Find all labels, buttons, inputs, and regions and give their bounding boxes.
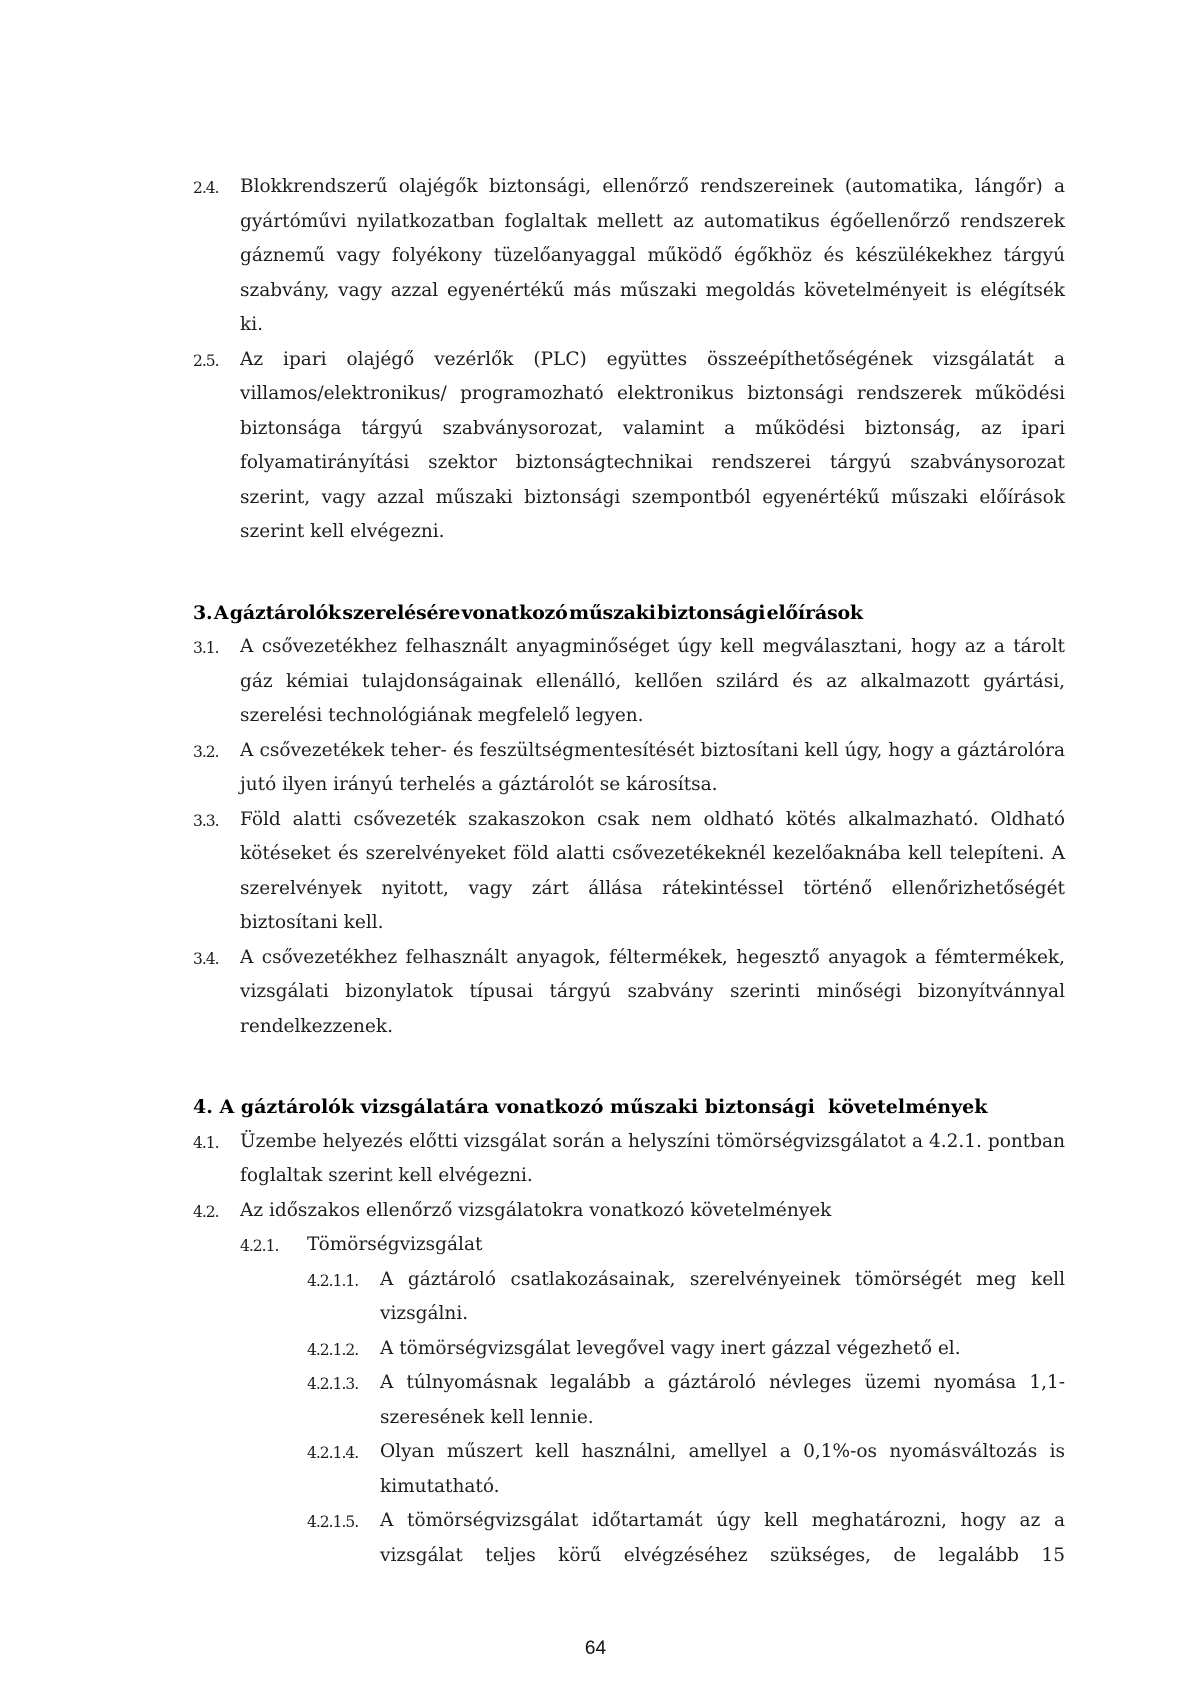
item-number: 4.1.: [193, 1133, 219, 1152]
item-text: Az ipari olajégő vezérlők (PLC) együttes összeépíthetőségének vizsgálatát a villamos/elektronikus/ programozható elektronikus biztonsági rendszerek működési biztonsága tárgyú szabványsorozat, valamint a működési biztonság, az ipari folyamatirányítási szektor biztonságtechnikai rendszerei tárgyú szabványsorozat szerint, vagy azzal műszaki biztonsági szempontból egyenértékű műszaki előírások szerint kell elvégezni.: [240, 348, 1065, 542]
list-item-2-4: [193, 170, 1065, 343]
list-item-4-1: [193, 1125, 1065, 1194]
list-item-4-2-1-5: [307, 1504, 1065, 1573]
item-text: Olyan műszert kell használni, amellyel a 0,1%-os nyomásváltozás is kimutatható.: [380, 1441, 1065, 1497]
item-number: 4.2.1.2.: [307, 1340, 359, 1359]
item-number: 3.1.: [193, 639, 219, 657]
list-item-2-5: [193, 343, 1065, 550]
page-number: 64: [584, 1638, 607, 1659]
item-text: Az időszakos ellenőrző vizsgálatokra vonatkozó követelmények: [240, 1199, 832, 1221]
list-item-4-2-1-1: [307, 1263, 1065, 1332]
item-text: Üzembe helyezés előtti vizsgálat során a helyszíni tömörségvizsgálatot a 4.2.1. pontban foglaltak szerint kell elvégezni.: [240, 1130, 1065, 1186]
list-item-3-1: [193, 630, 1065, 734]
list-item-4-2-1-2: [307, 1332, 1065, 1367]
item-text: A tömörségvizsgálat levegővel vagy inert gázzal végezhető el.: [380, 1337, 961, 1359]
item-number: 4.2.1.1.: [307, 1271, 359, 1290]
section-heading: 3. A gáztárolók szerelésére vonatkozó műszaki biztonsági előírások: [193, 601, 863, 624]
document-content: [193, 170, 1065, 1573]
section-heading: 4. A gáztárolók vizsgálatára vonatkozó műszaki biztonsági követelmények: [193, 1096, 988, 1118]
item-number: 4.2.1.4.: [307, 1444, 359, 1462]
list-item-4-2: [193, 1194, 1065, 1229]
item-text: A csővezetékek teher- és feszültségmentesítését biztosítani kell úgy, hogy a gáztárolóra jutó ilyen irányú terhelés a gáztárolót se károsítsa.: [240, 739, 1065, 795]
item-number: 3.4.: [193, 949, 219, 968]
item-text: A tömörségvizsgálat időtartamát úgy kell meghatározni, hogy az a vizsgálat teljes körű elvégzéséhez szükséges, de legalább 15: [380, 1510, 1065, 1566]
list-item-4-2-1: [240, 1228, 1065, 1263]
item-number: 3.3.: [193, 811, 219, 830]
item-text: Blokkrendszerű olajégők biztonsági, ellenőrző rendszereinek (automatika, lángőr) a gyártóművi nyilatkozatban foglaltak mellett az automatikus égőellenőrző rendszerek gáznemű vagy folyékony tüzelőanyaggal működő égőkhöz és készülékekhez tárgyú szabvány, vagy azzal egyenértékű más műszaki megoldás követelményeit is elégítsék ki.: [240, 176, 1065, 335]
list-item-3-2: [193, 734, 1065, 803]
item-number: 2.5.: [193, 351, 219, 370]
item-text: A gáztároló csatlakozásainak, szerelvényeinek tömörségét meg kell vizsgálni.: [380, 1268, 1065, 1324]
item-number: 4.2.1.: [240, 1237, 279, 1255]
item-number: 4.2.: [193, 1202, 219, 1221]
item-number: 3.2.: [193, 742, 219, 761]
list-item-4-2-1-4: [307, 1435, 1065, 1504]
list-item-3-4: [193, 941, 1065, 1045]
item-text: Tömörségvizsgálat: [307, 1234, 483, 1255]
item-number: 4.2.1.5.: [307, 1513, 359, 1531]
list-item-4-2-1-3: [307, 1366, 1065, 1435]
item-number: 2.4.: [193, 179, 219, 197]
item-text: A túlnyomásnak legalább a gáztároló névleges üzemi nyomása 1,1-szeresének kell lennie.: [380, 1372, 1065, 1428]
item-number: 4.2.1.3.: [307, 1375, 359, 1393]
item-text: A csővezetékhez felhasznált anyagok, féltermékek, hegesztő anyagok a fémtermékek, vizsgálati bizonylatok típusai tárgyú szabvány szerinti minőségi bizonyítvánnyal rendelkezzenek.: [240, 946, 1065, 1037]
item-text: Föld alatti csővezeték szakaszokon csak nem oldható kötés alkalmazható. Oldható kötéseket és szerelvényeket föld alatti csővezetékeknél kezelőaknába kell telepíteni. A szerelvények nyitott, vagy zárt állása rátekintéssel történő ellenőrizhetőségét biztosítani kell.: [240, 808, 1065, 933]
item-text: A csővezetékhez felhasznált anyagminőséget úgy kell megválasztani, hogy az a tárolt gáz kémiai tulajdonságainak ellenálló, kellően szilárd és az alkalmazott gyártási, szerelési technológiának megfelelő legyen.: [240, 636, 1065, 726]
list-item-3-3: [193, 803, 1065, 941]
